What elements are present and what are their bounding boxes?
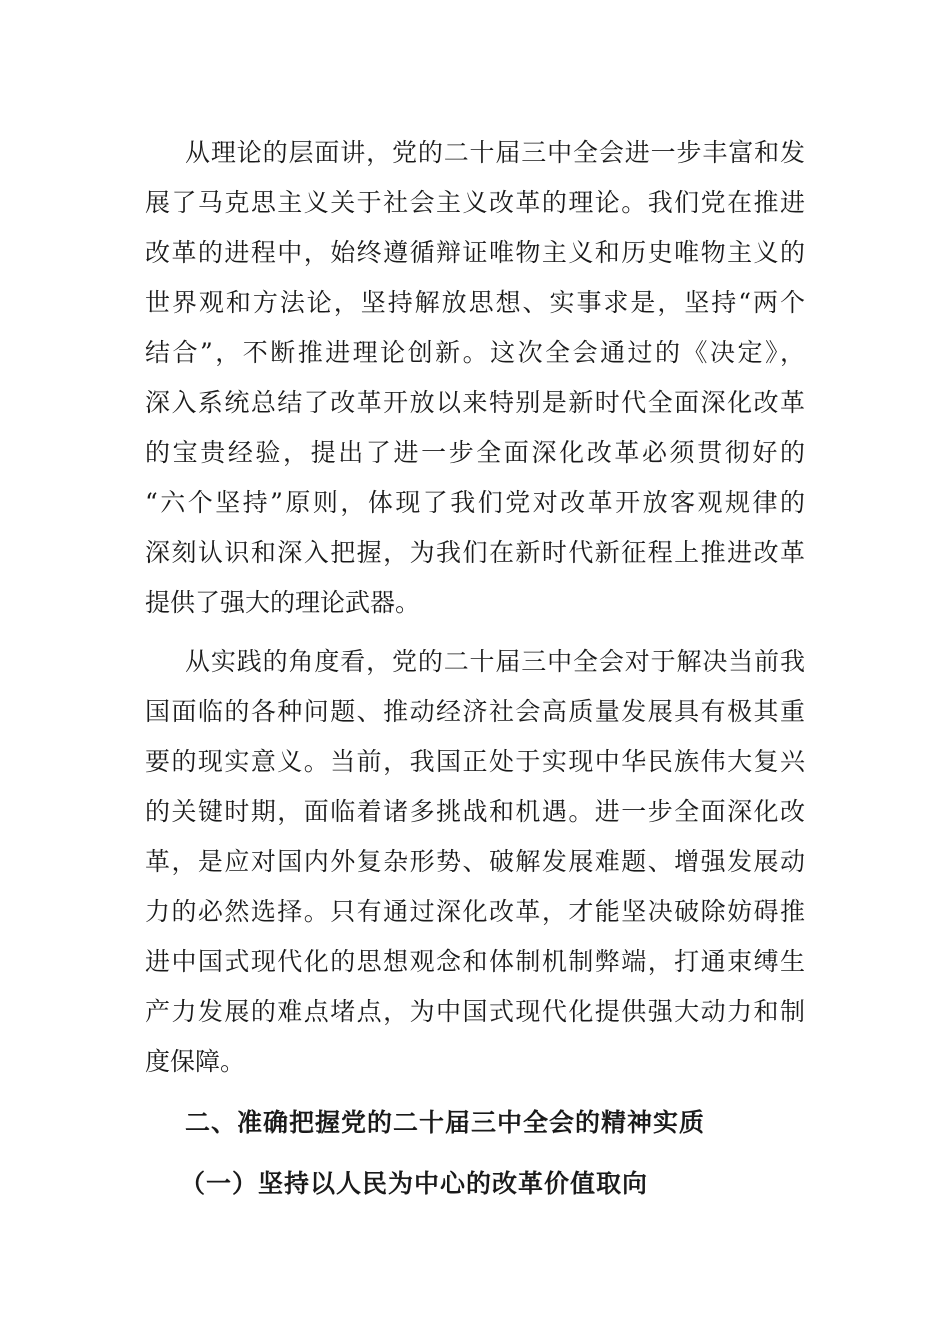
text-line: 的宝贵经验，提出了进一步全面深化改革必须贯彻好的 (145, 438, 805, 467)
text-line: 进中国式现代化的思想观念和体制机制弊端，打通束缚生 (145, 947, 805, 976)
text-line: 从实践的角度看，党的二十届三中全会对于解决当前我 (185, 647, 805, 676)
text-line: 改革的进程中，始终遵循辩证唯物主义和历史唯物主义的 (145, 238, 805, 267)
text-line: 要的现实意义。当前，我国正处于实现中华民族伟大复兴 (145, 747, 805, 776)
text-line: 力的必然选择。只有通过深化改革，才能坚决破除妨碍推 (145, 897, 805, 926)
text-line: 深刻认识和深入把握，为我们在新时代新征程上推进改革 (145, 538, 805, 567)
text-line: 展了马克思主义关于社会主义改革的理论。我们党在推进 (145, 188, 805, 217)
text-line: 革，是应对国内外复杂形势、破解发展难题、增强发展动 (145, 847, 805, 876)
text-line: 世界观和方法论，坚持解放思想、实事求是，坚持“两个 (145, 288, 805, 317)
text-line: 从理论的层面讲，党的二十届三中全会进一步丰富和发 (185, 138, 805, 167)
text-line: 的关键时期，面临着诸多挑战和机遇。进一步全面深化改 (145, 797, 805, 826)
text-line: 结合”，不断推进理论创新。这次全会通过的《决定》， (145, 338, 805, 367)
text-line: 提供了强大的理论武器。 (145, 588, 421, 617)
text-line: 深入系统总结了改革开放以来特别是新时代全面深化改革 (145, 388, 805, 417)
text-line: “六个坚持”原则，体现了我们党对改革开放客观规律的 (145, 488, 805, 517)
text-line: 产力发展的难点堵点，为中国式现代化提供强大动力和制 (145, 997, 805, 1026)
subsection-heading: （一）坚持以人民为中心的改革价值取向 (180, 1169, 649, 1198)
text-line: 国面临的各种问题、推动经济社会高质量发展具有极其重 (145, 697, 805, 726)
section-heading: 二、准确把握党的二十届三中全会的精神实质 (185, 1108, 706, 1137)
text-line: 度保障。 (145, 1047, 246, 1076)
